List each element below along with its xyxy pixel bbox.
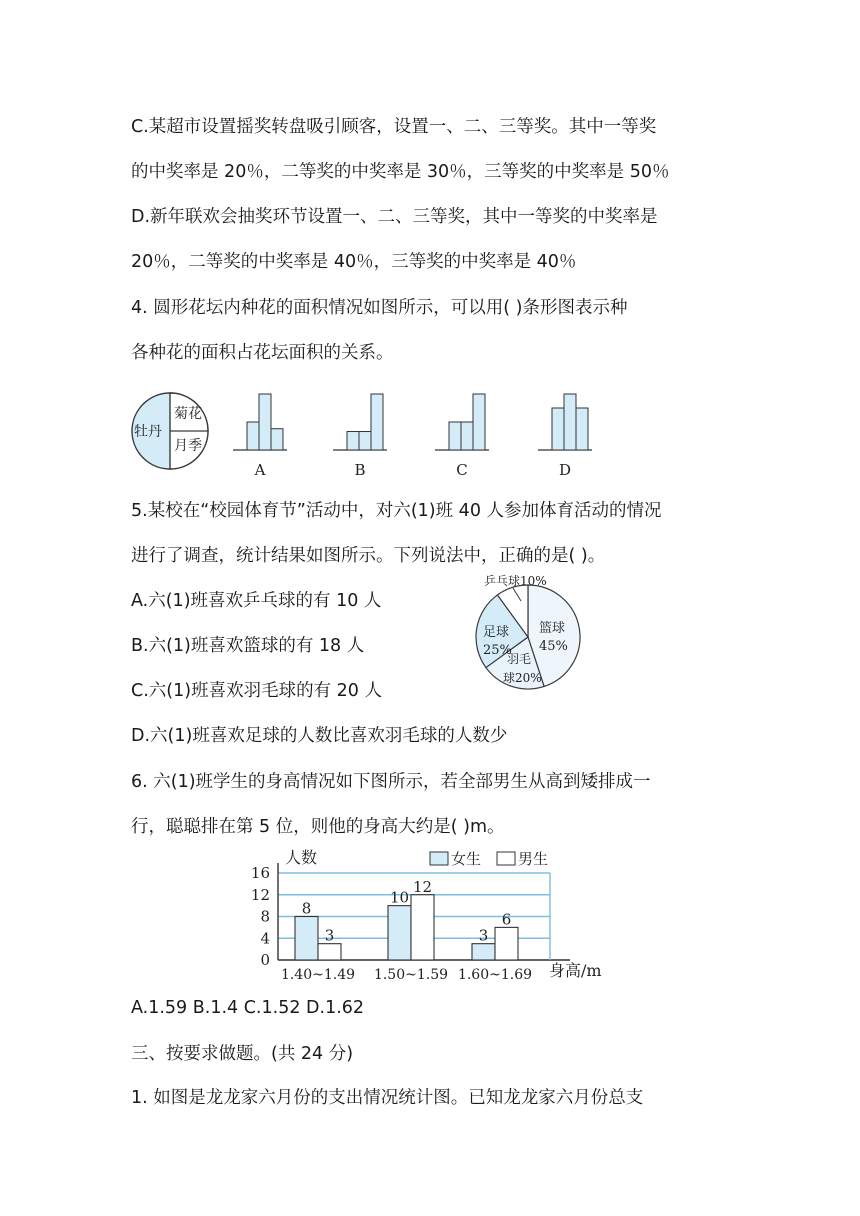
q5-option-c: C.六(1)班喜欢羽毛球的有 20 人 [131,681,382,701]
option-letter: B [354,461,366,479]
q5-line2: 进行了调查，统计结果如图所示。下列说法中，正确的是( )。 [131,546,606,566]
y-tick-label: 0 [260,951,270,969]
q6-options: A.1.59 B.1.4 C.1.52 D.1.62 [131,998,365,1018]
option-bar [259,394,271,450]
y-tick-label: 4 [260,929,270,948]
option-bar [347,432,359,450]
q5-pie-chart [470,570,600,695]
bar-value-label: 12 [412,877,433,896]
pie-label-badminton-name: 羽毛 [507,652,532,666]
bar-value-label: 3 [478,926,489,945]
chart-xlabel: 身高/m [549,961,602,980]
pie-label-badminton-pct: 球20% [503,671,542,685]
q3-option-c-line2: 的中奖率是 20％，二等奖的中奖率是 30％，三等奖的中奖率是 50％ [131,162,670,182]
option-letter: A [254,461,266,479]
circle-label-rose: 月季 [174,438,202,454]
q5-option-b: B.六(1)班喜欢篮球的有 18 人 [131,636,365,656]
q6-line1: 6. 六(1)班学生的身高情况如下图所示，若全部男生从高到矮排成一 [131,772,651,792]
chart-ylabel: 人数 [285,848,318,867]
chart-plot-area [251,863,570,983]
bar-boys [318,944,341,960]
circle-label-peony: 牡丹 [134,424,162,440]
option-bar [461,422,473,450]
q4-figure [125,385,625,485]
q5-option-d: D.六(1)班喜欢足球的人数比喜欢羽毛球的人数少 [131,726,508,746]
x-tick-label: 1.50~1.59 [373,967,449,983]
bar-value-label: 10 [389,888,410,907]
bar-value-label: 3 [324,926,335,945]
option-bar [576,408,588,450]
bar-value-label: 8 [301,899,312,918]
circle-label-chrysanthemum: 菊花 [174,406,202,422]
q3-option-d-line2: 20％，二等奖的中奖率是 40％，三等奖的中奖率是 40％ [131,252,577,272]
bar-girls [295,917,318,961]
q3-option-d-line1: D.新年联欢会抽奖环节设置一、二、三等奖，其中一等奖的中奖率是 [131,207,658,227]
x-tick-label: 1.60~1.69 [457,967,533,983]
bar-value-label: 6 [501,910,512,929]
legend-boys-swatch [497,852,515,865]
option-bar [271,429,283,450]
pie-label-pingpong: 乒乓球10% [484,574,547,588]
q5-line1: 5.某校在“校园体育节”活动中，对六(1)班 40 人参加体育活动的情况 [131,501,662,521]
q6-line2: 行，聪聪排在第 5 位，则他的身高大约是( )m。 [131,817,505,837]
legend-boys-label: 男生 [518,850,549,868]
option-bar [552,408,564,450]
pie-label-basketball-name: 篮球 [539,621,566,636]
option-bar [359,432,371,450]
pie-label-basketball-pct: 45% [539,639,568,654]
y-tick-label: 8 [260,907,270,926]
option-letter: D [558,461,572,479]
bar-boys [495,927,518,960]
q4-line1: 4. 圆形花坛内种花的面积情况如图所示，可以用( )条形图表示种 [131,298,628,318]
option-bar [371,394,383,450]
y-tick-label: 16 [250,864,270,882]
flowerbed-circle [132,393,208,469]
y-tick-label: 12 [250,885,270,904]
q3-option-c-line1: C.某超市设置摇奖转盘吸引顾客，设置一、二、三等奖。其中一等奖 [131,117,657,137]
option-letter: C [456,461,468,479]
option-bar [473,394,485,450]
q5-option-a: A.六(1)班喜欢乒乓球的有 10 人 [131,591,382,611]
legend-girls-label: 女生 [451,850,482,868]
pie-label-football-pct: 25% [483,643,512,658]
q4-line2: 各种花的面积占花坛面积的关系。 [131,343,394,363]
option-bar [564,394,576,450]
legend-girls-swatch [430,852,448,865]
option-bar [247,422,259,450]
x-tick-label: 1.40~1.49 [280,967,356,983]
q6-bar-chart [245,845,645,985]
bar-girls [388,906,411,960]
bar-girls [472,944,495,960]
option-bar [449,422,461,450]
section3-q1-line1: 1. 如图是龙龙家六月份的支出情况统计图。已知龙龙家六月份总支 [131,1088,644,1108]
pie-label-football-name: 足球 [483,625,510,640]
section3-title: 三、按要求做题。(共 24 分) [131,1044,354,1064]
q4-bar-options [233,394,592,479]
bar-boys [411,895,434,960]
